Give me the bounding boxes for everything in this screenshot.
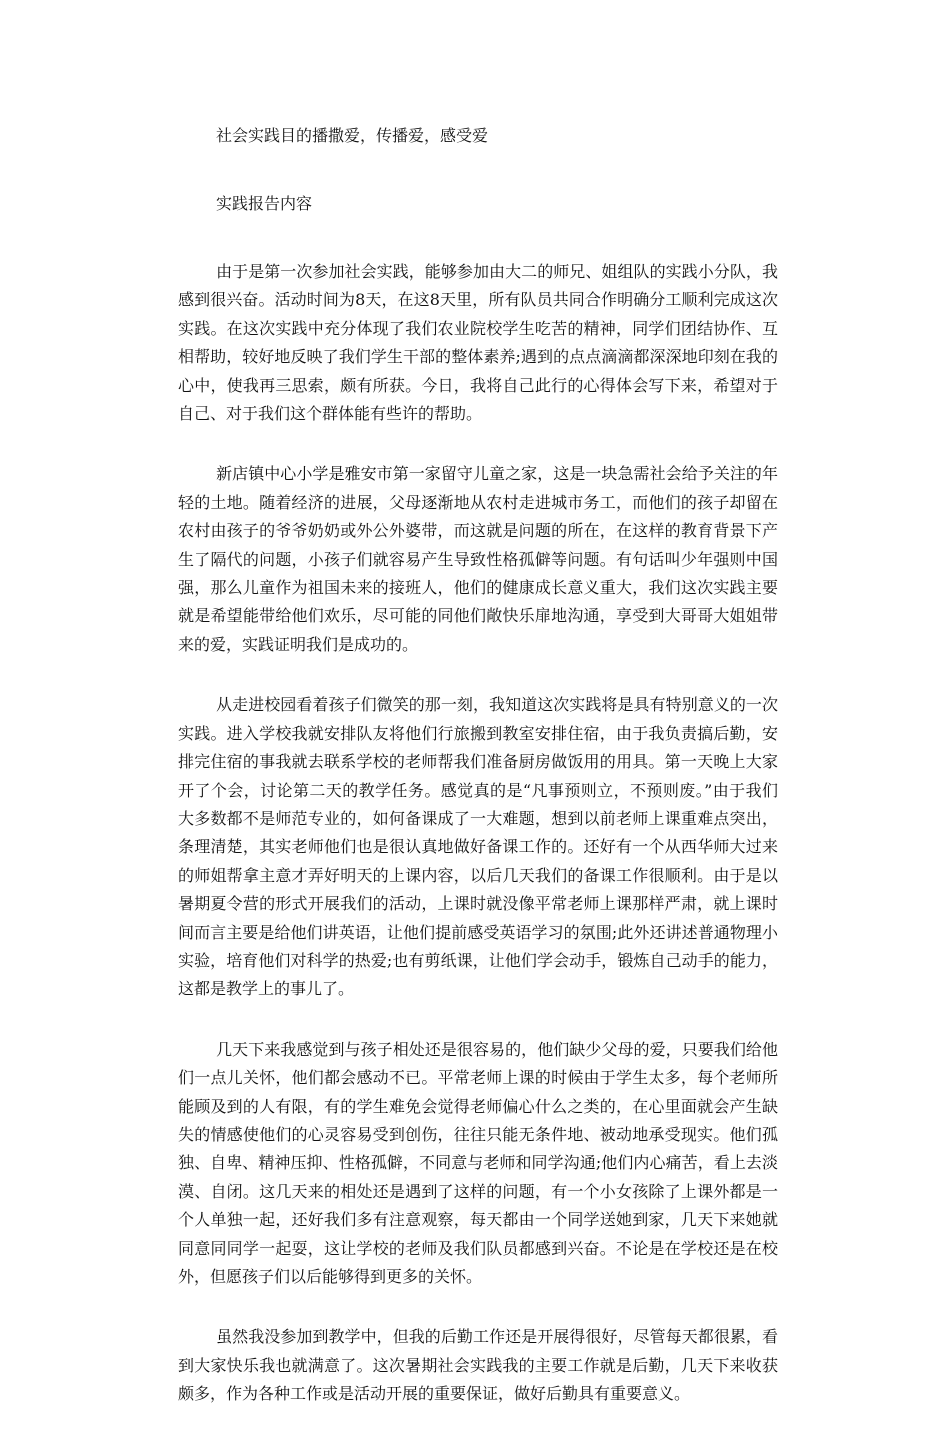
paragraph-children-care: 几天下来我感觉到与孩子相处还是很容易的，他们缺少父母的爱，只要我们给他们一点儿关怀，他们都会感动不已。平常老师上课的时候由于学生太多，每个老师所能顾及到的人有限，有的学生难免会觉得老师偏心什么之类的，在心里面就会产生缺失的情感使他们的心灵容易受到创伤，往往只能无条件地、被动地承受现实。他们孤独、自卑、精神压抑、性格孤僻，不同意与老师和同学沟通;他们内心痛苦，看上去淡漠、自闭。这几天来的相处还是遇到了这样的问题，有一个小女孩除了上课外都是一个人单独一起，还好我们多有注意观察，每天都由一个同学送她到家，几天下来她就同意同同学一起耍，这让学校的老师及我们队员都感到兴奋。不论是在学校还是在校外，但愿孩子们以后能够得到更多的关怀。 bbox=[178, 1039, 778, 1286]
paragraph-teaching-prep: 从走进校园看着孩子们微笑的那一刻，我知道这次实践将是具有特别意义的一次实践。进入学校我就安排队友将他们行旅搬到教室安排住宿，由于我负责搞后勤，安排完住宿的事我就去联系学校的老师帮我们准备厨房做饭用的用具。第一天晚上大家开了个会，讨论第二天的教学任务。感觉真的是“凡事预则立，不预则废。”由于我们大多数都不是师范专业的，如何备课成了一大难题，想到以前老师上课重难点突出，条理清楚，其实老师他们也是很认真地做好备课工作的。还好有一个从西华师大过来的师姐帮拿主意才弄好明天的上课内容，以后几天我们的备课工作很顺利。由于是以暑期夏令营的形式开展我们的活动，上课时就没像平常老师上课那样严肃，就上课时间而言主要是给他们讲英语，让他们提前感受英语学习的氛围;此外还讲述普通物理小实验，培育他们对科学的热爱;也有剪纸课，让他们学会动手，锻炼自己动手的能力，这都是教学上的事儿了。 bbox=[178, 695, 778, 999]
paragraph-intro: 由于是第一次参加社会实践，能够参加由大二的师兄、姐组队的实践小分队，我感到很兴奋。活动时间为8天，在这8天里，所有队员共同合作明确分工顺利完成这次实践。在这次实践中充分体现了我们农业院校学生吃苦的精神，同学们团结协作、互相帮助，较好地反映了我们学生干部的整体素养;遇到的点点滴滴都深深地印刻在我的心中，使我再三思索，颇有所获。今日，我将自己此行的心得体会写下来，希望对于自己、对于我们这个群体能有些许的帮助。 bbox=[178, 262, 778, 424]
purpose-heading: 社会实践目的播撒爱，传播爱，感受爱 bbox=[216, 126, 489, 145]
paragraph-school-background: 新店镇中心小学是雅安市第一家留守儿童之家，这是一块急需社会给予关注的年轻的土地。随着经济的进展，父母逐渐地从农村走进城市务工，而他们的孩子却留在农村由孩子的爷爷奶奶或外公外婆带，而这就是问题的所在，在这样的教育背景下产生了隔代的问题，小孩子们就容易产生导致性格孤僻等问题。有句话叫少年强则中国强，那么儿童作为祖国未来的接班人，他们的健康成长意义重大，我们这次实践主要就是希望能带给他们欢乐，尽可能的同他们敞快乐扉地沟通，享受到大哥哥大姐姐带来的爱，实践证明我们是成功的。 bbox=[178, 464, 778, 654]
report-content-heading: 实践报告内容 bbox=[216, 194, 313, 213]
paragraph-logistics: 虽然我没参加到教学中，但我的后勤工作还是开展得很好，尽管每天都很累，看到大家快乐我也就满意了。这次暑期社会实践我的主要工作就是后勤，几天下来收获颇多，作为各种工作或是活动开展的重要保证，做好后勤具有重要意义。 bbox=[178, 1327, 778, 1404]
document-page bbox=[178, 122, 778, 1441]
